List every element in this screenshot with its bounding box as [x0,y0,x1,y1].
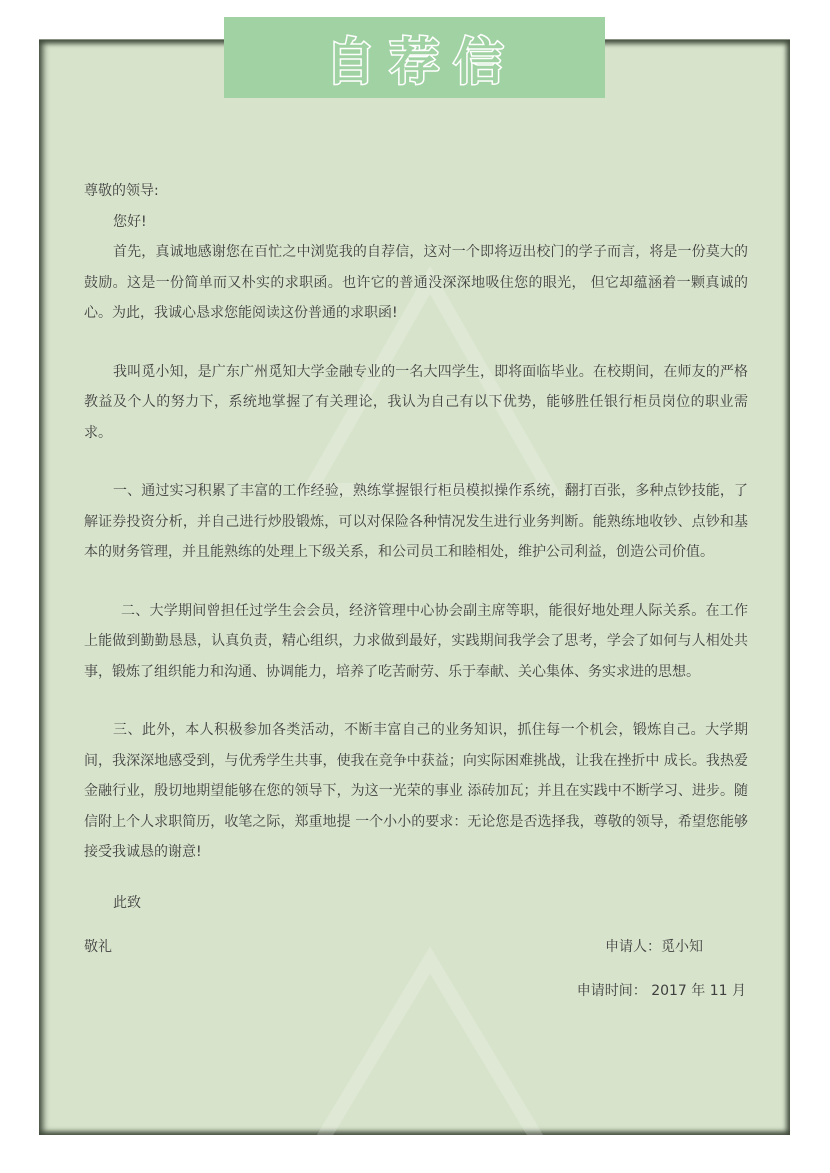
paragraph-self-intro: 我叫觅小知，是广东广州觅知大学金融专业的一名大四学生，即将面临毕业。在校期间，在师友的严格 教益及个人的努力下，系统地掌握了有关理论，我认为自己有以下优势，能够胜任银行柜员岗位的职业需求。 [84,363,748,441]
date-row [84,976,748,1006]
paragraph-point-2: 二、大学期间曾担任过学生会会员，经济管理中心协会副主席等职，能很好地处理人际关系。在工作上能做到勤勤恳恳，认真负责，精心组织，力求做到最好，实践期间我学会了思考，学会了如何与人相处共事，锻炼了组织能力和沟通、协调能力，培养了吃苦耐劳、乐于奉献、关心集体、务实求进的思想。 [84,602,748,680]
paragraph-point-3: 三、此外，本人积极参加各类活动，不断丰富自己的业务知识，抓住每一个机会，锻炼自己。大学期间，我深深地感受到，与优秀学生共事，使我在竞争中获益；向实际困难挑战，让我在挫折中 成长。我热爱金融行业，殷切地期望能够在您的领导下，为这一光荣的事业 添砖加瓦；并且在实践中不断学习、进步。随信附上个人求职简历，收笔之际，郑重地提 一个小小的要求：无论您是否选择我，尊敬的领导，希望您能够接受我诚恳的谢意! [84,722,748,860]
closing-row [84,932,748,962]
paragraph-intro: 首先，真诚地感谢您在百忙之中浏览我的自荐信，这对一个即将迈出校门的学子而言，将是一份莫大的鼓励。这是一份简单而又朴实的求职函。也许它的普通没深深地吸住您的眼光， 但它却蕴涵着一颗真诚的心。为此，我诚心恳求您能阅读这份普通的求职函! [84,244,748,321]
closing-jingli: 敬礼 [84,939,112,955]
letter-body [84,176,748,1006]
title-banner [224,17,605,98]
closing-cizhi: 此致 [113,894,141,911]
applicant-name: 申请人：觅小知 [605,939,703,955]
application-date: 申请时间： 2017 年 11 月 [576,983,746,999]
page-title: 自荐信 [325,32,518,91]
greeting: 您好! [113,213,147,230]
salutation: 尊敬的领导: [84,183,159,199]
paragraph-point-1: 一、通过实习积累了丰富的工作经验，熟练掌握银行柜员模拟操作系统，翻打百张，多种点钞技能，了解证券投资分析，并自己进行炒股锻炼，可以对保险各种情况发生进行业务判断。能熟练地收钞、点钞和基本的财务管理，并且能熟练的处理上下级关系，和公司员工和睦相处，维护公司利益，创造公司价值。 [84,483,748,560]
